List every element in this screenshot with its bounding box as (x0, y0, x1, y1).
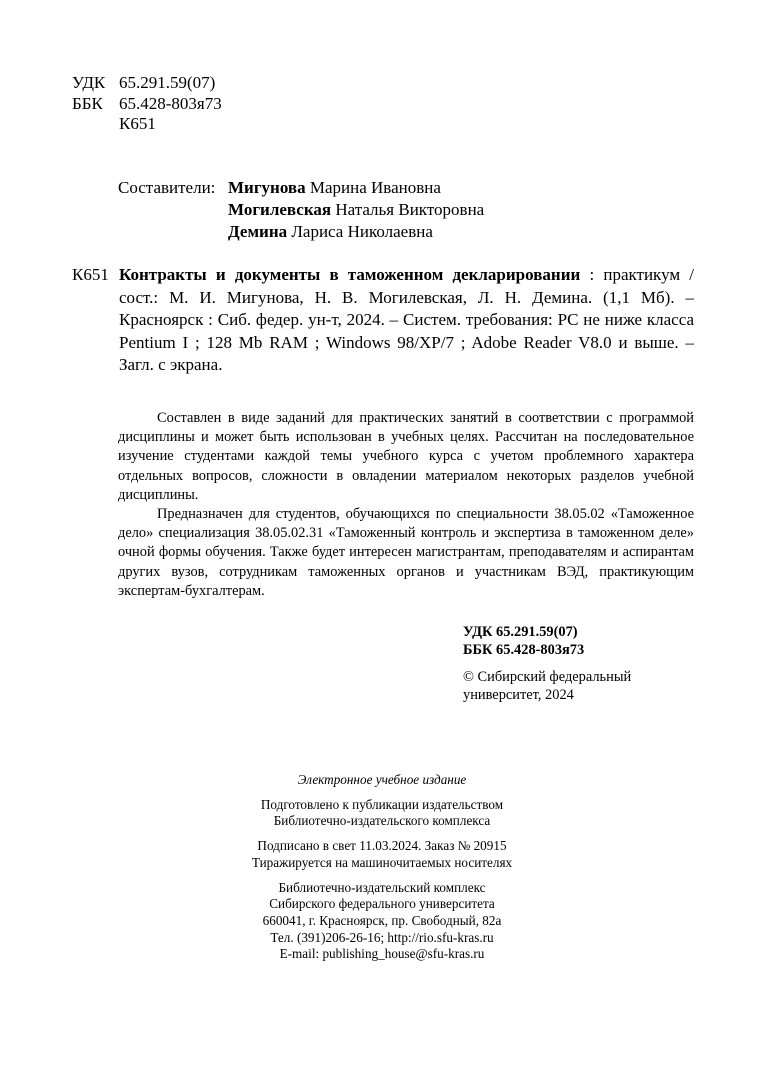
signature-udk: УДК 65.291.59(07) (463, 624, 578, 640)
author-mark-row (72, 114, 222, 135)
imprint-line: Тиражируется на машиночитаемых носителях (251, 854, 513, 870)
udk-label: УДК (72, 73, 106, 92)
compiler-surname: Мигунова (228, 178, 306, 197)
compiler-row (118, 221, 484, 243)
signature-codes (463, 623, 631, 704)
udk-value: 65.291.59(07) (119, 73, 216, 92)
compiler-surname: Могилевская (228, 200, 332, 219)
compiler-row (118, 177, 484, 199)
imprint (150, 772, 614, 963)
annotation (118, 409, 694, 601)
imprint-email: E-mail: publishing_house@sfu-kras.ru (279, 946, 485, 962)
signature-bbk: ББК 65.428-803я73 (463, 642, 585, 658)
imprint-line: Сибирского федерального университета (269, 896, 495, 912)
udk-row (72, 73, 222, 94)
bibliographic-record (72, 264, 694, 377)
annotation-paragraph: Предназначен для студентов, обучающихся по специальности 38.05.02 «Таможенное дело» специализация 38.05.02.31 «Таможенный контроль и экспертиза в таможенном деле» очной формы обучения. Также будет интересен магистрантам, преподавателям и аспирантам других вузов, сотрудникам таможенных органов и участникам ВЭД, практикующим экспертам-бухгалтерам. (118, 506, 694, 599)
imprint-line: Подписано в свет 11.03.2024. Заказ № 20915 (257, 838, 507, 854)
compiler-given-name: Лариса Николаевна (291, 222, 433, 241)
bbk-value: 65.428-803я73 (119, 93, 222, 113)
compiler-given-name: Марина Ивановна (309, 178, 441, 197)
book-title: Контракты и документы в таможенном декларировании (119, 265, 581, 284)
edition-type: Электронное учебное издание (297, 772, 467, 787)
imprint-line: Библиотечно-издательский комплекс (278, 879, 486, 895)
biblio-author-mark: К651 (72, 265, 109, 284)
compilers-block (118, 177, 484, 243)
bbk-row (72, 94, 222, 115)
annotation-paragraph: Составлен в виде заданий для практических занятий в соответствии с программой дисциплины и может быть использован в учебных целях. Рассчитан на последовательное изучение студентами каждой темы учебного курса с учетом проблемного характера отдельных вопросов, сложности в овладении материалом некоторых разделов учебной дисциплины. (118, 410, 694, 503)
imprint-address: 660041, г. Красноярск, пр. Свободный, 82а (262, 912, 502, 928)
biblio-details: : практикум / сост.: М. И. Мигунова, Н. В. Могилевская, Л. Н. Демина. (1,1 Мб). – Красноярск : Сиб. федер. ун-т, 2024. – Систем. требования: PC не ниже класса Pentium I ; 128 Mb RAM ; Windows 98/XP/7 ; Adobe Reader V8.0 и выше. – Загл. с экрана. (119, 265, 694, 374)
compiler-given-name: Наталья Викторовна (335, 200, 485, 219)
imprint-line: Библиотечно-издательского комплекса (273, 813, 491, 829)
compiler-surname: Демина (228, 222, 288, 241)
compilers-caption: Составители: (118, 178, 216, 197)
author-mark: К651 (119, 114, 156, 133)
bbk-label: ББК (72, 93, 103, 113)
imprint-line: Подготовлено к публикации издательством (260, 796, 504, 812)
biblio-text (119, 264, 694, 377)
classification-codes (72, 73, 222, 135)
imprint-phone: Тел. (391)206-26-16; http://rio.sfu-kras.ru (270, 929, 494, 945)
compiler-row (118, 199, 484, 221)
copyright-line: © Сибирский федеральный (463, 669, 632, 685)
copyright-line: университет, 2024 (463, 687, 574, 703)
